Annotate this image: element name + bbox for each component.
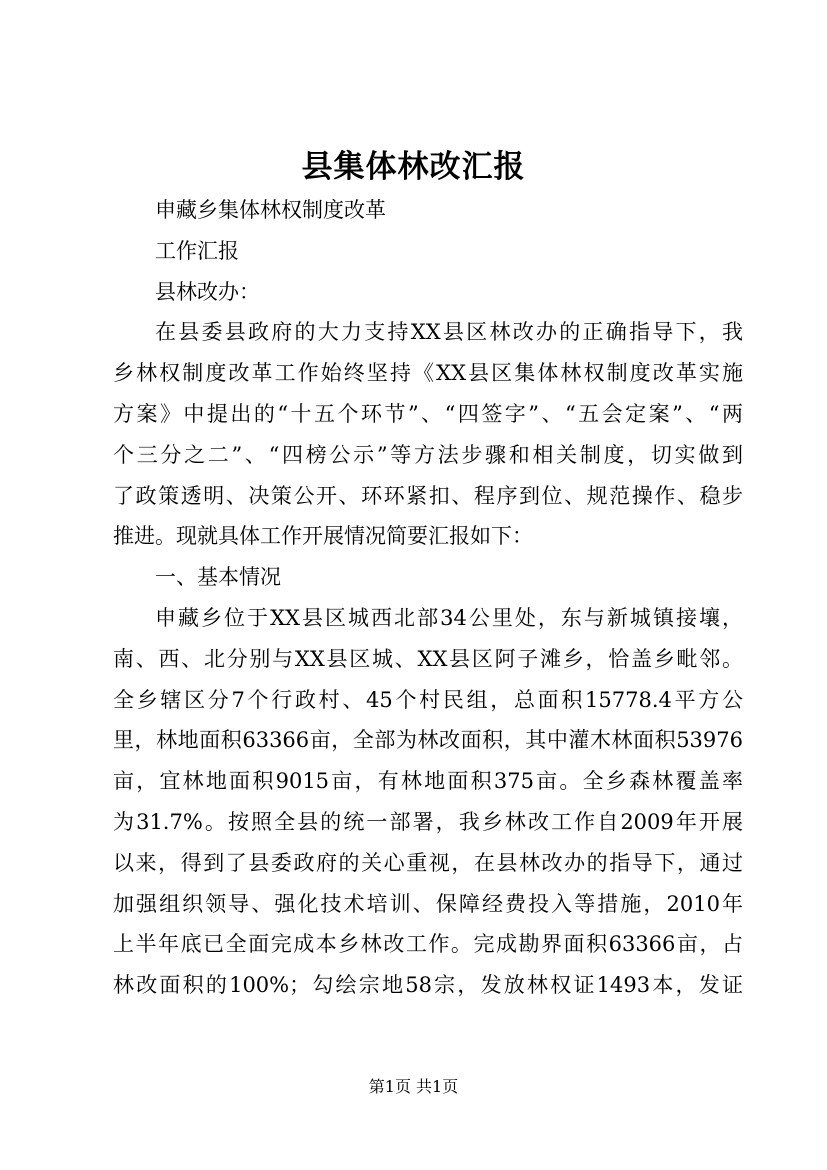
body-line: 方案》中提出的“十五个环节”、“四签字”、“五会定案”、“两 — [113, 401, 743, 426]
document-title: 县集体林改汇报 — [301, 149, 526, 185]
page-footer: 第1页 共1页 — [368, 1077, 459, 1096]
body-line: 以来，得到了县委政府的关心重视，在县林改办的指导下，通过 — [113, 850, 743, 875]
body-line: 工作汇报 — [155, 238, 239, 263]
body-line: 在县委县政府的大力支持XX县区林改办的正确指导下，我 — [155, 320, 743, 345]
body-line: 全乡辖区分7个行政村、45个村民组，总面积15778.4平方公 — [113, 687, 743, 712]
body-line: 个三分之二”、“四榜公示”等方法步骤和相关制度，切实做到 — [113, 442, 743, 467]
document-body — [113, 190, 743, 1006]
body-line: 申藏乡位于XX县区城西北部34公里处，东与新城镇接壤， — [155, 605, 743, 630]
body-line: 了政策透明、决策公开、环环紧扣、程序到位、规范操作、稳步 — [113, 483, 743, 508]
body-line: 乡林权制度改革工作始终坚持《XX县区集体林权制度改革实施 — [113, 361, 743, 386]
body-line: 申藏乡集体林权制度改革 — [155, 198, 386, 222]
body-line: 林改面积的100%；勾绘宗地58宗，发放林权证1493本，发证 — [113, 973, 743, 998]
body-line: 推进。现就具体工作开展情况简要汇报如下： — [113, 524, 533, 549]
body-line: 加强组织领导、强化技术培训、保障经费投入等措施，2010年 — [113, 891, 743, 916]
body-line: 亩，宜林地面积9015亩，有林地面积375亩。全乡森林覆盖率 — [113, 769, 743, 794]
body-line: 上半年底已全面完成本乡林改工作。完成勘界面积63366亩，占 — [113, 932, 743, 957]
body-line: 南、西、北分别与XX县区城、XX县区阿子滩乡，恰盖乡毗邻。 — [113, 646, 743, 671]
body-line: 为31.7%。按照全县的统一部署，我乡林改工作自2009年开展 — [113, 809, 743, 834]
body-line: 县林改办： — [155, 279, 260, 304]
body-line: 里，林地面积63366亩，全部为林改面积，其中灌木林面积53976 — [113, 728, 743, 753]
section-heading: 一、基本情况 — [155, 565, 281, 590]
